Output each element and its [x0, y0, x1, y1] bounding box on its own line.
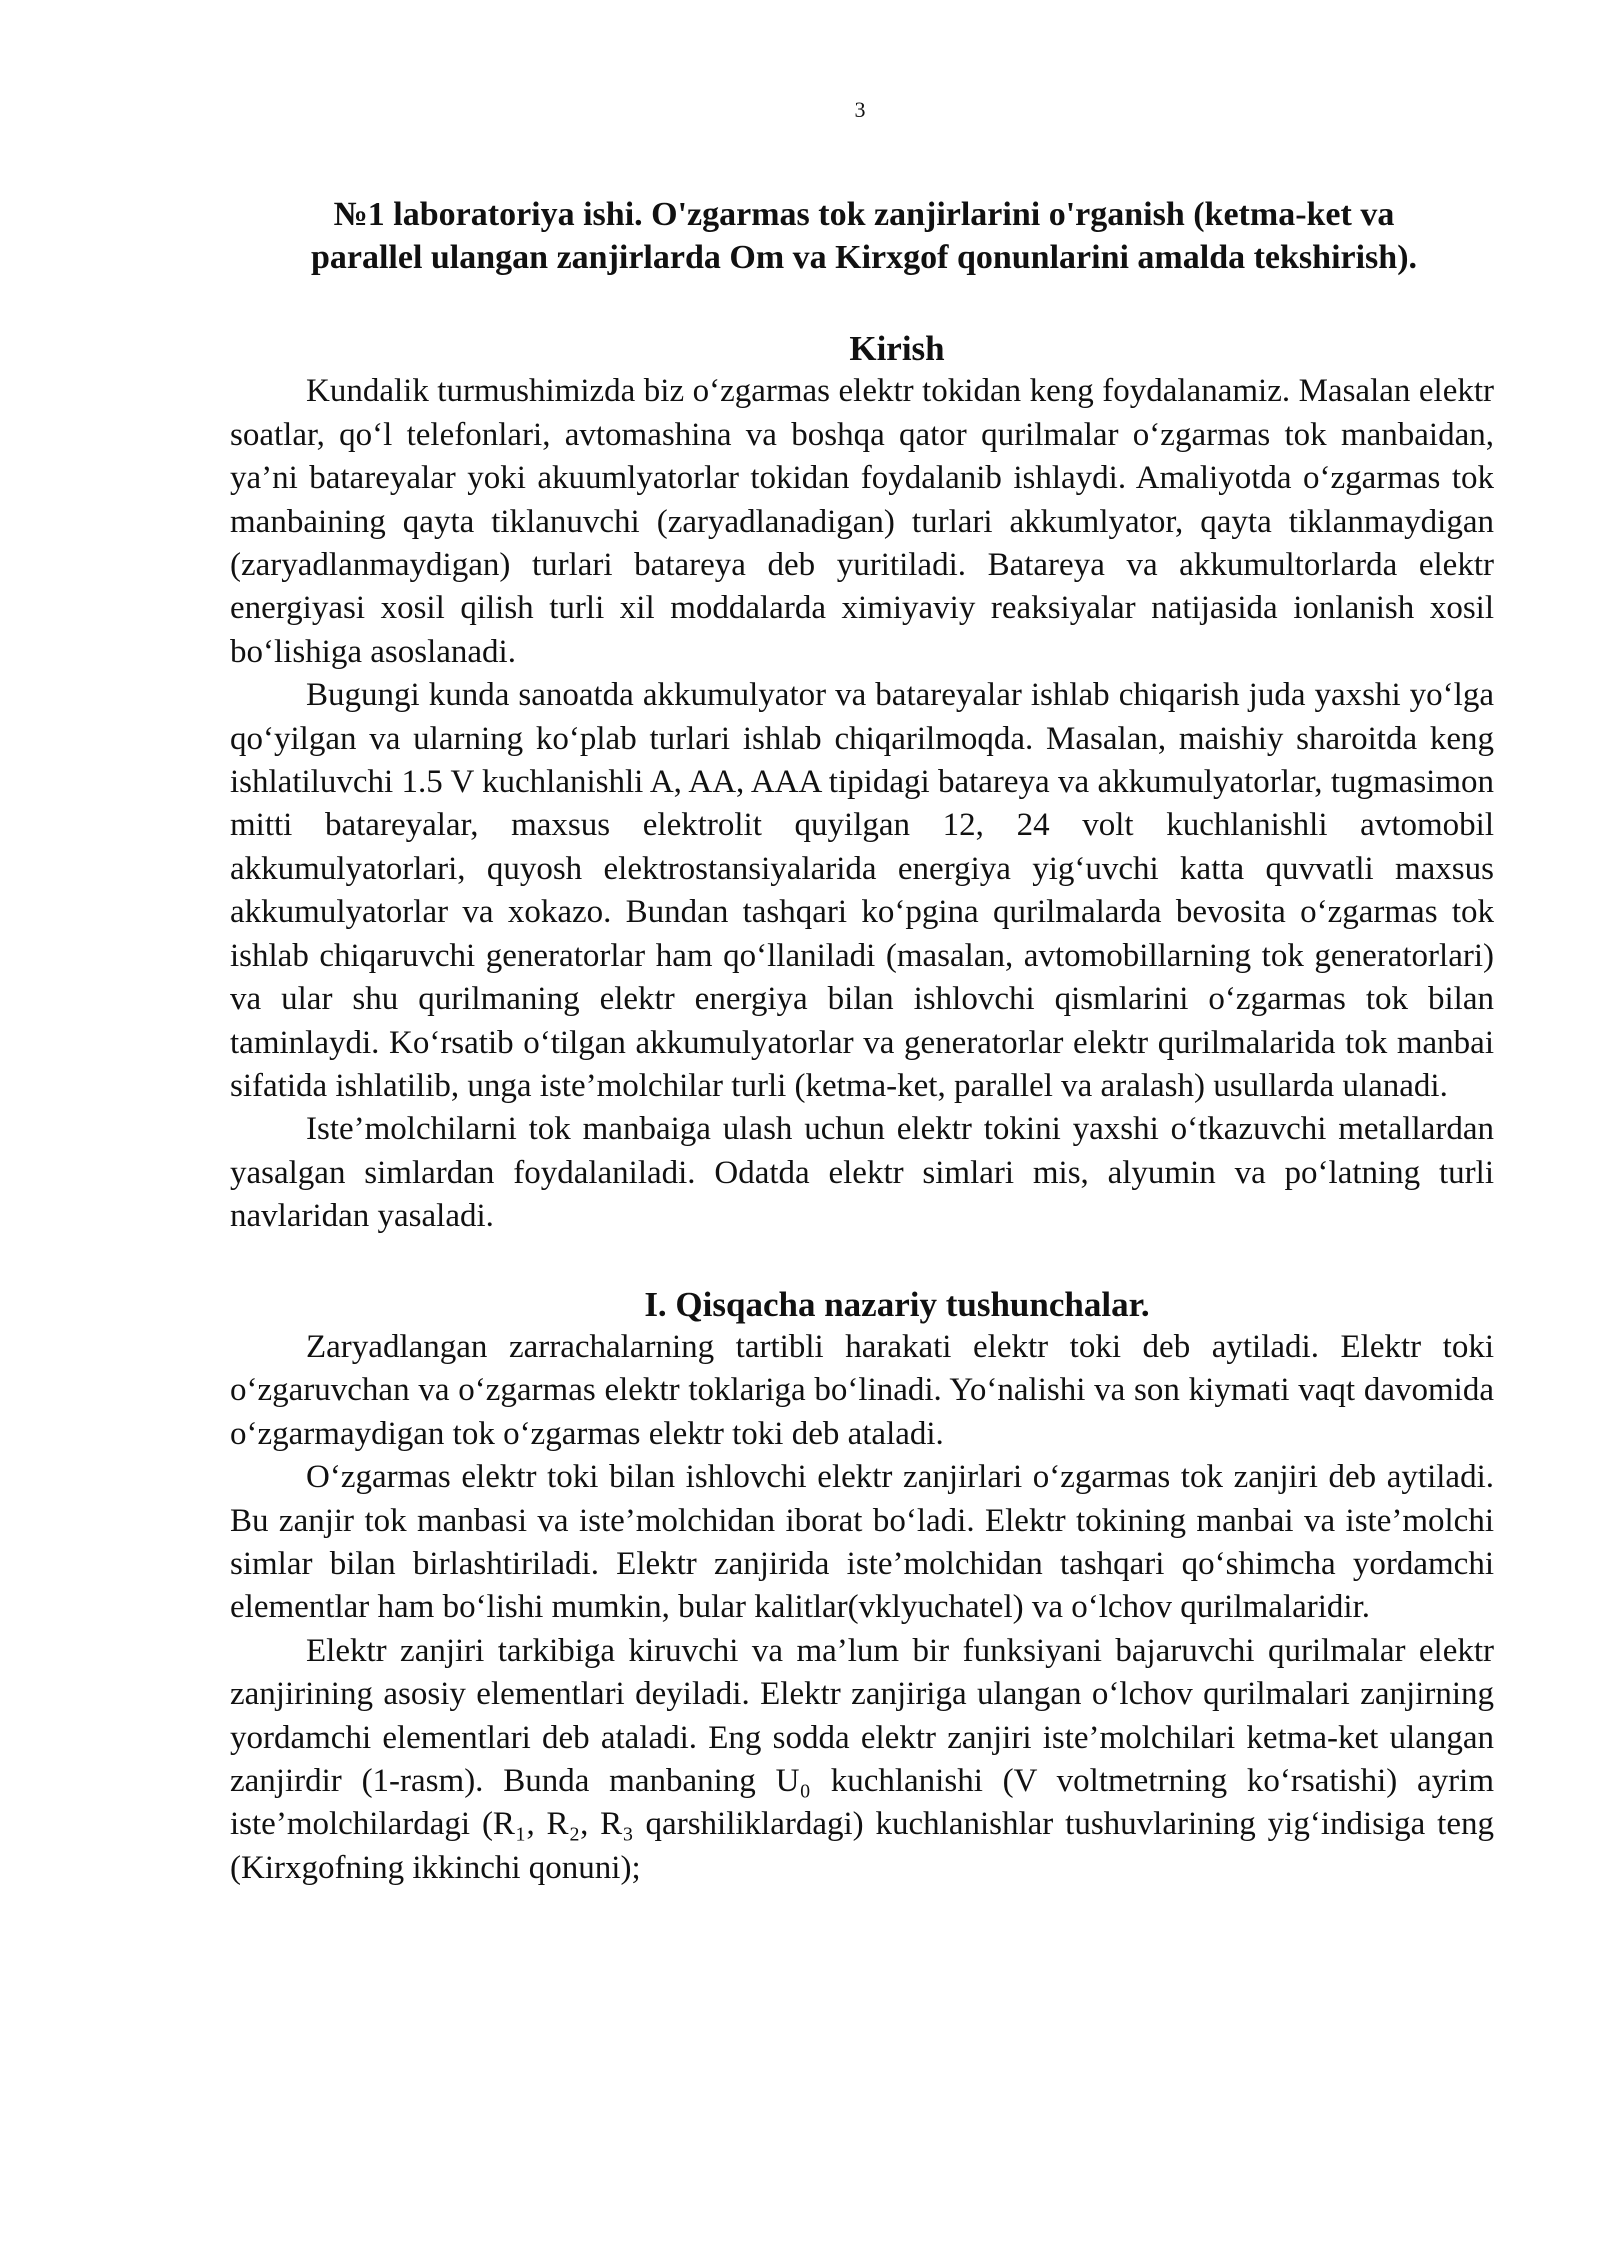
- lab-title-line-2: parallel ulangan zanjirlarda Om va Kirxgof qonunlarini amalda tekshirish).: [310, 239, 1418, 276]
- intro-paragraph: Bugungi kunda sanoatda akkumulyator va batareyalar ishlab chiqarish juda yaxshi yo‘lga qo‘yilgan va ularning ko‘plab turlari ishlab chiqarilmoqda. Masalan, maishiy sharoitda keng ishlatiluvchi 1.5 V kuchlanishli A, AA, AAA tipidagi batareya va akkumulyatorlar, tugmasimon mitti batareyalar, maxsus elektrolit quyilgan 12, 24 volt kuchlanishli avtomobil akkumulyatorlari, quyosh elektrostansiyalarida energiya yig‘uvchi katta quvvatli maxsus akkumulyatorlar va xokazo. Bundan tashqari ko‘pgina qurilmalarda bevosita o‘zgarmas tok ishlab chiqaruvchi generatorlar ham qo‘llaniladi (masalan, avtomobillarning tok generatorlari) va ular shu qurilmaning elektr energiya bilan ishlovchi qismlarini o‘zgarmas tok bilan taminlaydi. Ko‘rsatib o‘tilgan akkumulyatorlar va generatorlar elektr qurilmalarida tok manbai sifatida ishlatilib, unga iste’molchilar turli (ketma-ket, parallel va aralash) usullarda ulanadi.: [230, 677, 1494, 1104]
- lab-title: [240, 193, 1488, 279]
- section-spacer: [230, 1239, 1494, 1283]
- section-heading-theory: I. Qisqacha nazariy tushunchalar.: [644, 1284, 1150, 1324]
- document-body: [230, 327, 1494, 1890]
- intro-paragraph: Iste’molchilarni tok manbaiga ulash uchun elektr tokini yaxshi o‘tkazuvchi metallardan yasalgan simlardan foydalaniladi. Odatda elektr simlari mis, alyumin va po‘latning turli navlaridan yasaladi.: [230, 1111, 1494, 1235]
- page-number: 3: [854, 97, 866, 122]
- theory-paragraph: Elektr zanjiri tarkibiga kiruvchi va ma’lum bir funksiyani bajaruvchi qurilmalar elektr zanjirining asosiy elementlari deyiladi. Elektr zanjiriga ulangan o‘lchov qurilmalari zanjirning yordamchi elementlari deb ataladi. Eng sodda elektr zanjiri iste’molchilari ketma-ket ulangan zanjirdir (1-rasm). Bunda manbaning U₀ kuchlanishi (V voltmetrning ko‘rsatishi) ayrim iste’molchilardagi (R₁, R₂, R₃ qarshiliklardagi) kuchlanishlar tushuvlarining yig‘indisiga teng (Kirxgofning ikkinchi qonuni);: [230, 1632, 1494, 1886]
- section-heading-intro: Kirish: [849, 329, 945, 368]
- intro-paragraph: Kundalik turmushimizda biz o‘zgarmas elektr tokidan keng foydalanamiz. Masalan elektr soatlar, qo‘l telefonlari, avtomashina va boshqa qator qurilmalar o‘zgarmas tok manbaidan, ya’ni batareyalar yoki akuumlyatorlar tokidan foydalanib ishlaydi. Amaliyotda o‘zgarmas tok manbaining qayta tiklanuvchi (zaryadlanadigan) turlari akkumlyator, qayta tiklanmaydigan (zaryadlanmaydigan) turlari batareya deb yuritiladi. Batareya va akkumultorlarda elektr energiyasi xosil qilish turli xil moddalarda ximiyaviy reaksiyalar natijasida ionlanish xosil bo‘lishiga asoslanadi.: [230, 373, 1494, 670]
- theory-paragraph: O‘zgarmas elektr toki bilan ishlovchi elektr zanjirlari o‘zgarmas tok zanjiri deb aytiladi. Bu zanjir tok manbasi va iste’molchidan iborat bo‘ladi. Elektr tokining manbai va iste’molchi simlar bilan birlashtiriladi. Elektr zanjirida iste’molchidan tashqari qo‘shimcha yordamchi elementlar ham bo‘lishi mumkin, bular kalitlar(vklyuchatel) va o‘lchov qurilmalaridir.: [230, 1459, 1494, 1626]
- theory-paragraph: Zaryadlangan zarrachalarning tartibli harakati elektr toki deb aytiladi. Elektr toki o‘zgaruvchan va o‘zgarmas elektr toklariga bo‘linadi. Yo‘nalishi va son kiymati vaqt davomida o‘zgarmaydigan tok o‘zgarmas elektr toki deb ataladi.: [230, 1328, 1494, 1452]
- lab-title-line-1: №1 laboratoriya ishi. O'zgarmas tok zanjirlarini o'rganish (ketma-ket va: [333, 196, 1395, 233]
